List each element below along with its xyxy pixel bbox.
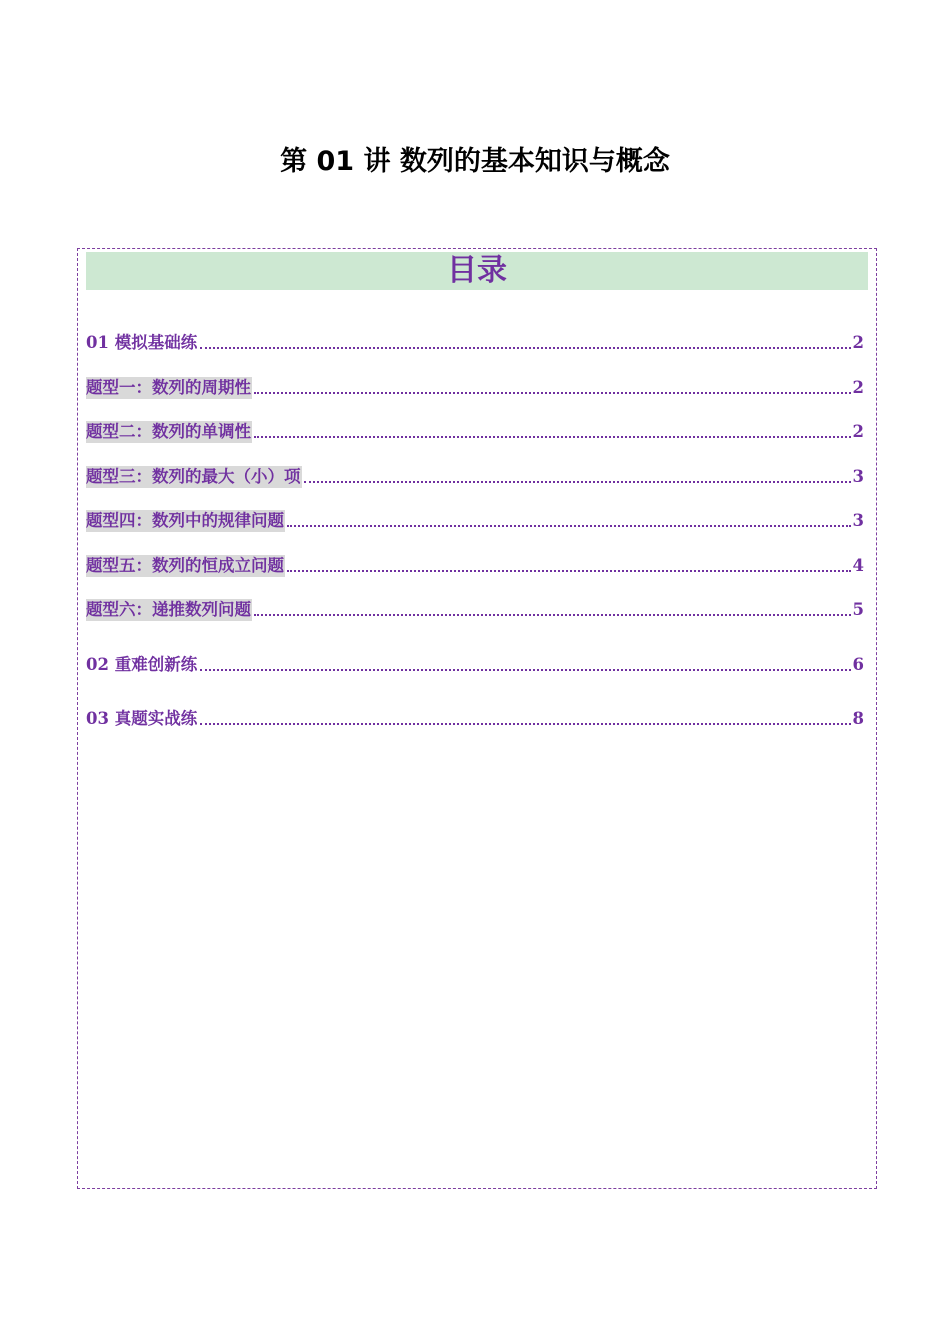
toc-entry-always-holds[interactable] — [86, 553, 864, 577]
toc-entry-patterns[interactable] — [86, 508, 864, 532]
toc-page-number: 3 — [852, 511, 864, 530]
toc-entry-exam-practice[interactable] — [86, 706, 864, 730]
toc-leader-dots — [287, 525, 851, 527]
toc-entry-label: 题型五：数列的恒成立问题 — [86, 556, 284, 575]
toc-page-number: 2 — [852, 333, 864, 352]
toc-entry-label: 题型三：数列的最大（小）项 — [86, 467, 301, 486]
toc-leader-dots — [287, 570, 851, 572]
toc-leader-dots — [254, 392, 851, 394]
toc-entry-monotonicity[interactable] — [86, 419, 864, 443]
toc-page-number: 2 — [852, 378, 864, 397]
toc-leader-dots — [200, 669, 850, 671]
document-title: 第 01 讲 数列的基本知识与概念 — [280, 146, 670, 177]
toc-entry-label: 题型四：数列中的规律问题 — [86, 511, 284, 530]
toc-leader-dots — [254, 614, 851, 616]
toc-entry-label: 02 重难创新练 — [86, 655, 198, 674]
toc-leader-dots — [254, 436, 851, 438]
toc-leader-dots — [304, 481, 851, 483]
toc-entry-advanced-practice[interactable] — [86, 652, 864, 676]
toc-entry-periodicity[interactable] — [86, 375, 864, 399]
toc-entry-label: 题型一：数列的周期性 — [86, 378, 251, 397]
toc-leader-dots — [200, 723, 850, 725]
toc-page-number: 4 — [852, 556, 864, 575]
toc-entry-label: 题型二：数列的单调性 — [86, 422, 251, 441]
table-of-contents — [77, 248, 877, 1189]
toc-leader-dots — [200, 347, 850, 349]
toc-entry-label: 01 模拟基础练 — [86, 333, 198, 352]
toc-page-number: 6 — [852, 655, 864, 674]
toc-entry-basic-practice[interactable] — [86, 330, 864, 354]
toc-heading: 目录 — [86, 252, 868, 290]
toc-page-number: 3 — [852, 467, 864, 486]
toc-entry-label: 题型六：递推数列问题 — [86, 600, 251, 619]
toc-entry-max-min-term[interactable] — [86, 464, 864, 488]
toc-page-number: 2 — [852, 422, 864, 441]
toc-entry-label: 03 真题实战练 — [86, 709, 198, 728]
toc-page-number: 5 — [852, 600, 864, 619]
toc-entry-recursive[interactable] — [86, 597, 864, 621]
toc-page-number: 8 — [852, 709, 864, 728]
